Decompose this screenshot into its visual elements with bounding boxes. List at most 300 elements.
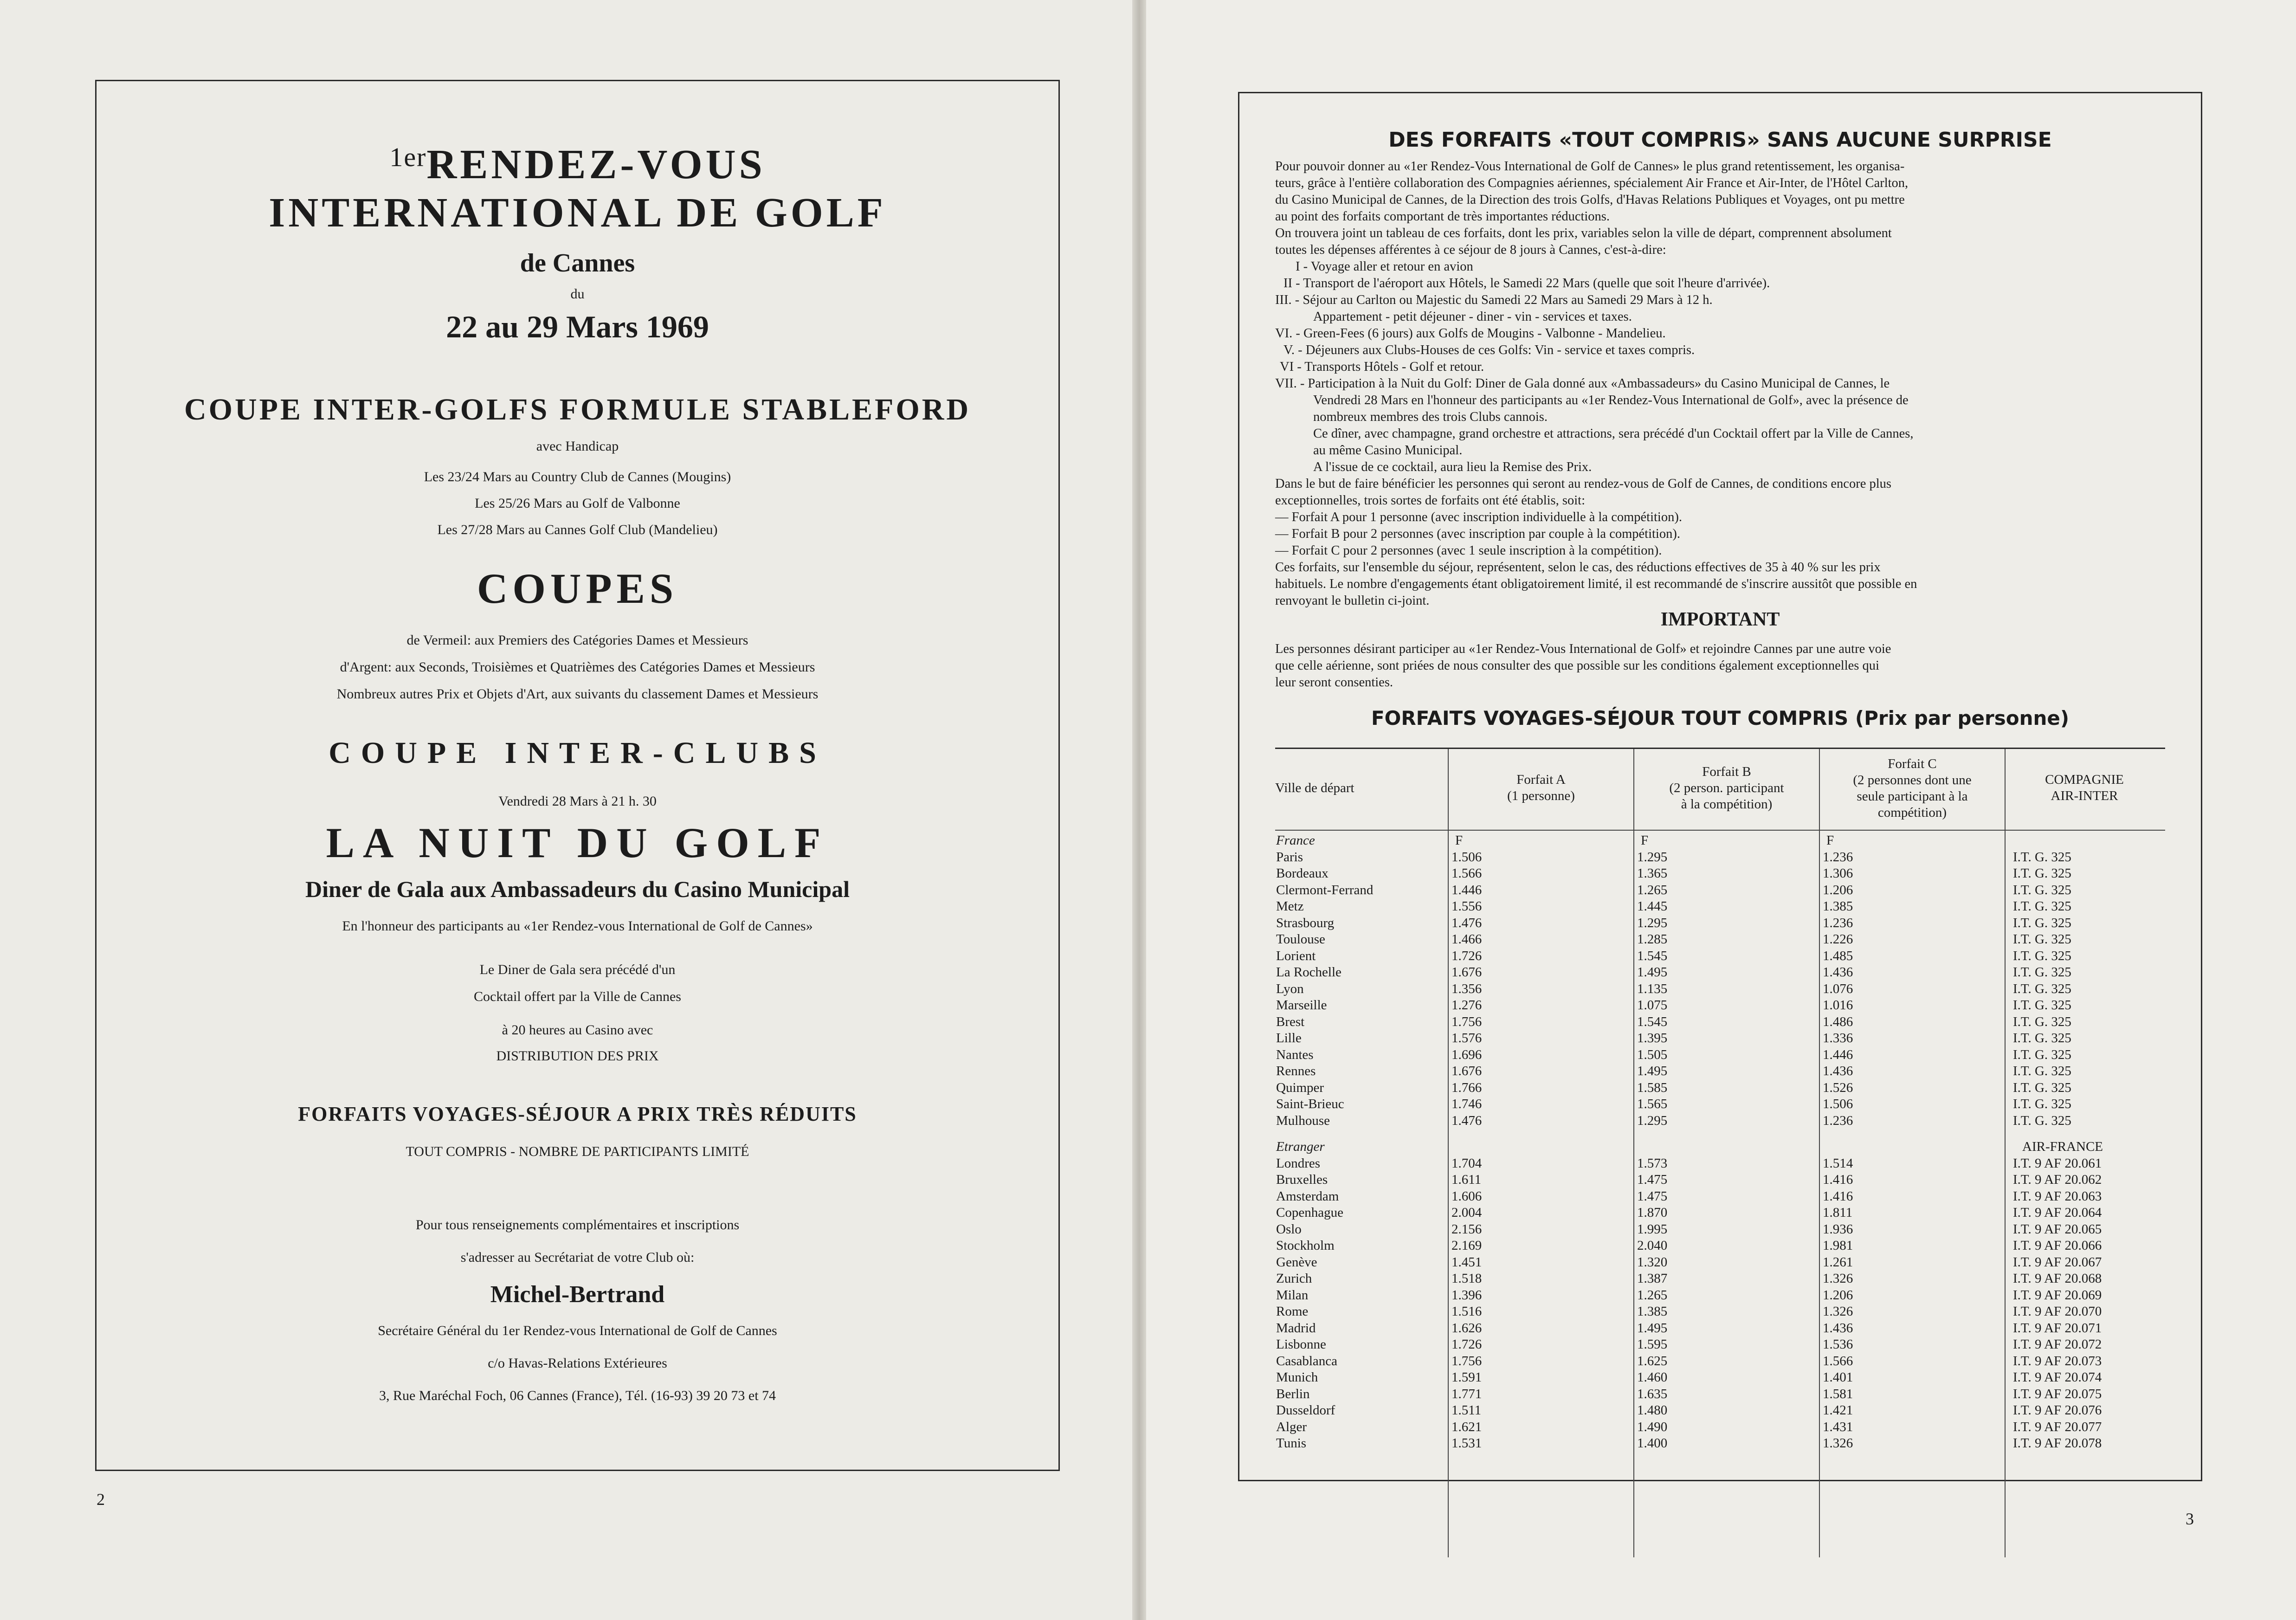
table-row (1275, 1014, 2165, 1031)
address-line: Secrétaire Général du 1er Rendez-vous International de Golf de Cannes (378, 1323, 777, 1338)
table-row-cell: I.T. 9 AF 20.066 (2013, 1238, 2102, 1253)
table-row-cell: 1.401 (1823, 1370, 1853, 1385)
handicap-note: avec Handicap (536, 439, 619, 454)
currency-label: F (1641, 833, 1649, 848)
intro-line: Pour pouvoir donner au «1er Rendez-Vous International de Golf de Cannes» le plus grand retentissement, les organisa- (1275, 159, 1905, 174)
list-item: Appartement - petit déjeuner - diner - vin - services et taxes. (1313, 310, 1632, 324)
table-row-cell: I.T. 9 AF 20.065 (2013, 1221, 2102, 1237)
venue-line: Les 27/28 Mars au Cannes Golf Club (Mandelieu) (437, 522, 718, 537)
table-row-cell: I.T. G. 325 (2013, 981, 2071, 996)
list-item: VI. - Green-Fees (6 jours) aux Golfs de Mougins - Valbonne - Mandelieu. (1275, 326, 1666, 341)
header-line: à la compétition) (1681, 797, 1773, 812)
table-row-cell: Clermont-Ferrand (1276, 882, 1374, 897)
announcement-frame (95, 80, 1060, 1471)
table-row (1275, 1080, 2165, 1097)
forfaits-frame (1238, 92, 2202, 1481)
table-row-cell: 1.704 (1451, 1155, 1482, 1171)
table-row-cell: 1.995 (1637, 1221, 1668, 1237)
header-line: Forfait B (1702, 764, 1751, 779)
table-row-cell: 1.870 (1637, 1205, 1668, 1220)
table-row-cell: 1.726 (1451, 948, 1482, 963)
table-row-cell: 1.625 (1637, 1353, 1668, 1368)
table-row-cell: Berlin (1276, 1386, 1310, 1401)
table-row-cell: I.T. G. 325 (2013, 932, 2071, 947)
paragraph-line: exceptionnelles, trois sortes de forfaits ont été établis, soit: (1275, 493, 1585, 508)
intro-line: toutes les dépenses afférentes à ce séjour de 8 jours à Cannes, c'est-à-dire: (1275, 243, 1666, 257)
table-row (1275, 1403, 2165, 1420)
gala-line: Cocktail offert par la Ville de Cannes (474, 989, 681, 1004)
table-row (1275, 1354, 2165, 1370)
table-row-cell: I.T. 9 AF 20.067 (2013, 1254, 2102, 1270)
paragraph-line: renvoyant le bulletin ci-joint. (1275, 594, 1430, 608)
coupe-stableford-heading: COUPE INTER-GOLFS FORMULE STABLEFORD (184, 393, 971, 426)
table-row-cell: 2.156 (1451, 1221, 1482, 1237)
important-heading: IMPORTANT (1660, 609, 1780, 630)
table-row (1275, 1064, 2165, 1080)
table-row-cell: 1.495 (1637, 1320, 1668, 1336)
table-row-cell: Mulhouse (1276, 1113, 1330, 1128)
table-row (1275, 1172, 2165, 1189)
table-row-cell: 1.075 (1637, 998, 1668, 1013)
table-row-cell: Lille (1276, 1031, 1302, 1046)
table-row-cell: Alger (1276, 1419, 1307, 1434)
paragraph-line: Dans le but de faire bénéficier les personnes qui seront au rendez-vous de Golf de Cannes, de conditions encore plus (1275, 477, 1891, 491)
table-row-cell: I.T. 9 AF 20.061 (2013, 1155, 2102, 1171)
table-row-cell: 1.566 (1451, 866, 1482, 881)
paragraph-line: habituels. Le nombre d'engagements étant obligatoirement limité, il est recommandé de s'inscrire aussitôt que possible en (1275, 577, 1917, 591)
table-row-cell: 1.226 (1823, 932, 1853, 947)
table-row-cell: Brest (1276, 1014, 1305, 1029)
header-line: Forfait A (1516, 772, 1566, 787)
table-row-cell: 1.518 (1451, 1271, 1482, 1286)
event-dates: 22 au 29 Mars 1969 (446, 309, 709, 344)
table-row-cell: 1.236 (1823, 1113, 1853, 1128)
table-row-cell: 1.581 (1823, 1386, 1853, 1401)
table-row (1275, 1288, 2165, 1304)
table-row-cell: 1.261 (1823, 1254, 1853, 1270)
table-row-cell: 1.565 (1637, 1097, 1668, 1111)
table-row-cell: I.T. 9 AF 20.069 (2013, 1287, 2102, 1303)
table-row-cell: 1.400 (1637, 1436, 1668, 1451)
table-row-cell: I.T. G. 325 (2013, 1014, 2071, 1029)
table-row-cell: 1.485 (1823, 948, 1853, 963)
table-row-cell: I.T. 9 AF 20.074 (2013, 1370, 2102, 1385)
table-row-cell: 1.466 (1451, 932, 1482, 947)
table-row-cell: Nantes (1276, 1047, 1314, 1062)
table-row-cell: 1.696 (1451, 1047, 1482, 1062)
table-row-cell: I.T. G. 325 (2013, 998, 2071, 1013)
table-row (1275, 1436, 2165, 1452)
table-row-cell: I.T. G. 325 (2013, 915, 2071, 930)
table-row-cell: Genève (1276, 1254, 1317, 1270)
table-row (1275, 1031, 2165, 1047)
table-row-cell: 1.536 (1823, 1337, 1853, 1352)
intro-line: du Casino Municipal de Cannes, de la Direction des trois Golfs, d'Havas Relations Publiques et Voyages, ont pu mettre (1275, 193, 1905, 207)
table-row-cell: 1.526 (1823, 1080, 1853, 1095)
prize-line: d'Argent: aux Seconds, Troisièmes et Quatrièmes des Catégories Dames et Messieurs (340, 659, 815, 675)
contact-line: s'adresser au Secrétariat de votre Club où: (460, 1250, 695, 1265)
paragraph-line: — Forfait B pour 2 personnes (avec inscription par couple à la compétition). (1275, 527, 1680, 541)
table-row-cell: 2.040 (1637, 1238, 1668, 1253)
col-header-forfait-a (1449, 772, 1633, 804)
list-item: A l'issue de ce cocktail, aura lieu la Remise des Prix. (1313, 460, 1592, 474)
honour-line: En l'honneur des participants au «1er Rendez-vous International de Golf de Cannes» (342, 918, 813, 934)
table-row (1275, 1271, 2165, 1288)
table-row-cell: I.T. G. 325 (2013, 1097, 2071, 1111)
header-line: AIR-INTER (2051, 788, 2118, 803)
title-rendezvous: RENDEZ-VOUS (426, 142, 766, 187)
paragraph-line: — Forfait A pour 1 personne (avec inscription individuelle à la compétition). (1275, 510, 1682, 524)
nuit-du-golf-heading: LA NUIT DU GOLF (326, 819, 829, 866)
table-row (1275, 1189, 2165, 1206)
table-row (1275, 1321, 2165, 1337)
table-row-cell: 1.981 (1823, 1238, 1853, 1253)
header-line: (2 personnes dont une (1853, 773, 1972, 787)
address-line: c/o Havas-Relations Extérieures (488, 1355, 667, 1371)
paragraph-line: Ces forfaits, sur l'ensemble du séjour, représentent, selon le cas, des réductions effectives de 35 à 40 % sur les prix (1275, 560, 1881, 574)
header-line: (2 person. participant (1669, 781, 1784, 795)
table-row-cell: 1.265 (1637, 1287, 1668, 1303)
table-row-cell: 1.285 (1637, 932, 1668, 947)
table-row (1275, 1238, 2165, 1255)
header-line: Forfait C (1888, 756, 1937, 771)
table-row (1275, 850, 2165, 866)
table-row-cell: 1.531 (1451, 1436, 1482, 1451)
title-line-2: INTERNATIONAL DE GOLF (269, 190, 886, 236)
table-row-cell: 1.446 (1451, 882, 1482, 897)
table-row-cell: 1.326 (1823, 1304, 1853, 1319)
table-row-cell: I.T. 9 AF 20.063 (2013, 1188, 2102, 1204)
venue-line: Les 25/26 Mars au Golf de Valbonne (475, 496, 680, 511)
table-row-cell: 1.771 (1451, 1386, 1482, 1401)
table-row (1275, 949, 2165, 965)
important-line: que celle aérienne, sont priées de nous consulter des que possible sur les conditions également exceptionnelles qui (1275, 658, 1879, 673)
title-line-1 (97, 141, 1058, 188)
table-row (1275, 981, 2165, 998)
table-row-cell: 1.395 (1637, 1031, 1668, 1046)
table-row-cell: 1.236 (1823, 849, 1853, 865)
paragraph-line: — Forfait C pour 2 personnes (avec 1 seule inscription à la compétition). (1275, 543, 1662, 558)
table-row-cell: Copenhague (1276, 1205, 1343, 1220)
table-row (1275, 1222, 2165, 1239)
list-item: VII. - Participation à la Nuit du Golf: Diner de Gala donné aux «Ambassadeurs» du Casino Municipal de Cannes, le (1275, 376, 1890, 391)
table-row-cell: Madrid (1276, 1320, 1316, 1336)
section-label: Etranger (1276, 1139, 1325, 1155)
table-row-cell: 1.545 (1637, 948, 1668, 963)
table-title: FORFAITS VOYAGES-SÉJOUR TOUT COMPRIS (Prix par personne) (1371, 707, 2070, 729)
table-row-cell: 1.306 (1823, 866, 1853, 881)
table-row-cell: I.T. G. 325 (2013, 1113, 2071, 1128)
table-row (1275, 1387, 2165, 1403)
table-row-cell: 1.475 (1637, 1188, 1668, 1204)
diner-gala-heading: Diner de Gala aux Ambassadeurs du Casino Municipal (305, 876, 850, 902)
table-row-cell: 1.611 (1451, 1172, 1482, 1188)
table-row (1275, 1370, 2165, 1387)
table-row (1275, 883, 2165, 899)
currency-label: F (1826, 833, 1834, 848)
table-row-cell: I.T. 9 AF 20.076 (2013, 1403, 2102, 1418)
table-row-cell: I.T. G. 325 (2013, 965, 2071, 980)
table-row-cell: 1.576 (1451, 1031, 1482, 1046)
intro-line: teurs, grâce à l'entière collaboration des Compagnies aériennes, spécialement Air France et Air-Inter, de l'Hôtel Carlton, (1275, 176, 1909, 190)
book-spine (1132, 0, 1146, 1620)
table-row-cell: La Rochelle (1276, 965, 1341, 980)
table-row (1275, 998, 2165, 1014)
list-item: V. - Déjeuners aux Clubs-Houses de ces Golfs: Vin - service et taxes compris. (1283, 343, 1695, 357)
table-row-cell: I.T. 9 AF 20.064 (2013, 1205, 2102, 1220)
col-header-ville: Ville de départ (1275, 781, 1354, 795)
table-row-cell: 1.436 (1823, 1320, 1853, 1336)
table-row (1275, 1097, 2165, 1113)
table-row-cell: I.T. G. 325 (2013, 948, 2071, 963)
left-page (0, 0, 1132, 1620)
table-row-cell: 1.516 (1451, 1304, 1482, 1319)
table-row-cell: 1.726 (1451, 1337, 1482, 1352)
list-item: I - Voyage aller et retour en avion (1296, 259, 1473, 274)
table-row-cell: 1.676 (1451, 1064, 1482, 1078)
price-table-body (1275, 833, 2165, 1557)
table-row-cell: 1.421 (1823, 1403, 1853, 1418)
table-row-cell: 1.385 (1637, 1304, 1668, 1319)
header-line: compétition) (1877, 805, 1947, 820)
table-row-cell: 1.621 (1451, 1419, 1482, 1434)
table-row-cell: Lisbonne (1276, 1337, 1326, 1352)
col-header-forfait-c (1820, 756, 2005, 821)
table-row-cell: 1.573 (1637, 1155, 1668, 1171)
table-row-cell: 1.476 (1451, 1113, 1482, 1128)
table-row-cell: I.T. G. 325 (2013, 1064, 2071, 1078)
prize-line: de Vermeil: aux Premiers des Catégories Dames et Messieurs (406, 633, 748, 648)
table-row-cell: Londres (1276, 1155, 1321, 1171)
table-row-cell: I.T. G. 325 (2013, 882, 2071, 897)
table-row-cell: 1.336 (1823, 1031, 1853, 1046)
table-row-cell: Marseille (1276, 998, 1327, 1013)
table-row-cell: Rennes (1276, 1064, 1316, 1078)
table-row-cell: 1.511 (1451, 1403, 1482, 1418)
table-row-cell: 1.756 (1451, 1014, 1482, 1029)
forfaits-heading: FORFAITS VOYAGES-SÉJOUR A PRIX TRÈS RÉDUITS (298, 1103, 857, 1125)
table-row (1275, 866, 2165, 883)
table-row-cell: 1.606 (1451, 1188, 1482, 1204)
table-row-cell: 1.766 (1451, 1080, 1482, 1095)
table-row-cell: 1.545 (1637, 1014, 1668, 1029)
important-paragraph (1275, 641, 2165, 691)
list-item: Vendredi 28 Mars en l'honneur des participants au «1er Rendez-Vous International de Golf», avec la présence de (1313, 393, 1909, 407)
table-row-cell: 1.506 (1823, 1097, 1853, 1111)
address-line: 3, Rue Maréchal Foch, 06 Cannes (France), Tél. (16-93) 39 20 73 et 74 (379, 1388, 776, 1403)
forfaits-subheading: TOUT COMPRIS - NOMBRE DE PARTICIPANTS LIMITÉ (406, 1144, 749, 1159)
table-row-cell: 1.566 (1823, 1353, 1853, 1368)
table-row-cell: 1.480 (1637, 1403, 1668, 1418)
table-row-cell: 1.236 (1823, 915, 1853, 930)
table-row-cell: Stockholm (1276, 1238, 1335, 1253)
table-row-cell: I.T. G. 325 (2013, 1047, 2071, 1062)
table-row-cell: 1.490 (1637, 1419, 1668, 1434)
table-row-cell: 1.385 (1823, 899, 1853, 914)
table-row-cell: 1.295 (1637, 915, 1668, 930)
inclusions-list (1275, 258, 2165, 476)
header-line: (1 personne) (1507, 788, 1575, 803)
table-row-cell: Munich (1276, 1370, 1318, 1385)
interclubs-date: Vendredi 28 Mars à 21 h. 30 (498, 794, 657, 809)
table-row-cell: I.T. 9 AF 20.068 (2013, 1271, 2102, 1286)
table-row (1275, 1047, 2165, 1064)
table-row-cell: 1.436 (1823, 965, 1853, 980)
table-row-cell: 1.076 (1823, 981, 1853, 996)
coupe-interclubs-heading: COUPE INTER-CLUBS (329, 736, 826, 770)
currency-label: F (1455, 833, 1463, 848)
table-row-cell: I.T. 9 AF 20.071 (2013, 1320, 2102, 1336)
table-row-cell: 1.495 (1637, 965, 1668, 980)
section-row-etranger (1275, 1139, 2165, 1156)
table-row-cell: Quimper (1276, 1080, 1324, 1095)
table-row-cell: I.T. G. 325 (2013, 899, 2071, 914)
important-line: leur seront consenties. (1275, 675, 1393, 690)
section-label: France (1276, 833, 1315, 848)
table-row-cell: 1.295 (1637, 849, 1668, 865)
table-row-cell: 1.206 (1823, 882, 1853, 897)
table-row (1275, 1255, 2165, 1271)
table-row-cell: 1.396 (1451, 1287, 1482, 1303)
intro-line: au point des forfaits comportant de très importantes réductions. (1275, 209, 1610, 224)
table-row-cell: Toulouse (1276, 932, 1325, 947)
table-row-cell: 1.486 (1823, 1014, 1853, 1029)
price-table-top-rule (1275, 748, 2165, 749)
table-row-cell: 1.495 (1637, 1064, 1668, 1078)
table-row-cell: 1.585 (1637, 1080, 1668, 1095)
table-row-cell: I.T. 9 AF 20.062 (2013, 1172, 2102, 1188)
table-row-cell: 1.506 (1451, 849, 1482, 865)
table-row-cell: Rome (1276, 1304, 1309, 1319)
table-row (1275, 899, 2165, 916)
table-row-cell: 1.265 (1637, 882, 1668, 897)
table-row-cell: 1.326 (1823, 1436, 1853, 1451)
table-row-cell: Lyon (1276, 981, 1304, 996)
table-row (1275, 1304, 2165, 1321)
col-header-compagnie (2006, 772, 2163, 804)
table-row-cell: 1.451 (1451, 1254, 1482, 1270)
list-item: VI - Transports Hôtels - Golf et retour. (1280, 360, 1484, 374)
airline-label: AIR-FRANCE (2022, 1139, 2103, 1155)
table-row-cell: 1.676 (1451, 965, 1482, 980)
page-number: 3 (2186, 1510, 2194, 1528)
gala-line: DISTRIBUTION DES PRIX (496, 1048, 659, 1064)
forfaits-main-heading: DES FORFAITS «TOUT COMPRIS» SANS AUCUNE SURPRISE (1388, 128, 2052, 152)
venue-line: Les 23/24 Mars au Country Club de Cannes (Mougins) (424, 469, 731, 484)
prize-line: Nombreux autres Prix et Objets d'Art, aux suivants du classement Dames et Messieurs (336, 686, 819, 702)
table-row-cell: 1.475 (1637, 1172, 1668, 1188)
table-row-cell: Bruxelles (1276, 1172, 1328, 1188)
header-line: seule participant à la (1857, 789, 1968, 804)
table-row-cell: 2.169 (1451, 1238, 1482, 1253)
title-ordinal: 1er (389, 142, 427, 172)
table-row-cell: 1.626 (1451, 1320, 1482, 1336)
table-row (1275, 1113, 2165, 1130)
table-row-cell: 1.387 (1637, 1271, 1668, 1286)
table-row (1275, 1156, 2165, 1173)
gala-line: à 20 heures au Casino avec (502, 1022, 653, 1038)
important-line: Les personnes désirant participer au «1er Rendez-Vous International de Golf» et rejoindre Cannes par une autre voie (1275, 642, 1891, 656)
section-row-france (1275, 833, 2165, 850)
table-row-cell: Tunis (1276, 1436, 1307, 1451)
table-row-cell: 1.416 (1823, 1172, 1853, 1188)
table-row-cell: 1.556 (1451, 899, 1482, 914)
table-row-cell: I.T. 9 AF 20.077 (2013, 1419, 2102, 1434)
table-row-cell: 1.436 (1823, 1064, 1853, 1078)
intro-paragraph (1275, 158, 2165, 258)
table-row-cell: 1.756 (1451, 1353, 1482, 1368)
table-row-cell: 1.276 (1451, 998, 1482, 1013)
header-line: COMPAGNIE (2045, 772, 2124, 787)
table-row-cell: Dusseldorf (1276, 1403, 1335, 1418)
table-row (1275, 932, 2165, 949)
table-row-cell: 1.431 (1823, 1419, 1853, 1434)
table-row-cell: I.T. G. 325 (2013, 1031, 2071, 1046)
table-row-cell: Paris (1276, 849, 1303, 865)
table-row-cell: I.T. G. 325 (2013, 866, 2071, 881)
table-row-cell: 1.505 (1637, 1047, 1668, 1062)
table-row-cell: 1.746 (1451, 1097, 1482, 1111)
coupes-heading: COUPES (477, 565, 678, 612)
table-row-cell: Metz (1276, 899, 1304, 914)
table-row-cell: Casablanca (1276, 1353, 1338, 1368)
table-row (1275, 1205, 2165, 1222)
table-row-cell: 1.635 (1637, 1386, 1668, 1401)
table-row-cell: 1.356 (1451, 981, 1482, 996)
list-item: Ce dîner, avec champagne, grand orchestre et attractions, sera précédé d'un Cocktail offert par la Ville de Cannes, (1313, 426, 1914, 441)
subtitle-du: du (570, 286, 585, 302)
list-item: III. - Séjour au Carlton ou Majestic du Samedi 22 Mars au Samedi 29 Mars à 12 h. (1275, 293, 1713, 307)
table-row-cell: Milan (1276, 1287, 1309, 1303)
table-row-cell: Strasbourg (1276, 915, 1335, 930)
list-item: nombreux membres des trois Clubs cannois. (1313, 410, 1548, 424)
table-row-cell: 1.591 (1451, 1370, 1482, 1385)
table-row (1275, 916, 2165, 932)
list-item: II - Transport de l'aéroport aux Hôtels, le Samedi 22 Mars (quelle que soit l'heure d'arrivée). (1283, 276, 1770, 290)
table-row-cell: 1.326 (1823, 1271, 1853, 1286)
table-row-cell: 1.320 (1637, 1254, 1668, 1270)
table-row (1275, 1420, 2165, 1436)
table-row-cell: 1.416 (1823, 1188, 1853, 1204)
table-row-cell: 1.135 (1637, 981, 1668, 996)
header-rule (1275, 830, 2165, 831)
col-header-forfait-b (1634, 764, 1819, 813)
table-row-cell: 1.595 (1637, 1337, 1668, 1352)
table-row-cell: 1.446 (1823, 1047, 1853, 1062)
table-row-cell: 1.936 (1823, 1221, 1853, 1237)
table-row-cell: I.T. 9 AF 20.075 (2013, 1386, 2102, 1401)
table-row-cell: 1.016 (1823, 998, 1853, 1013)
table-row-cell: 1.476 (1451, 915, 1482, 930)
table-row (1275, 965, 2165, 981)
table-row-cell: Zurich (1276, 1271, 1312, 1286)
table-row-cell: I.T. G. 325 (2013, 849, 2071, 865)
table-row-cell: 1.460 (1637, 1370, 1668, 1385)
table-row-cell: I.T. 9 AF 20.070 (2013, 1304, 2102, 1319)
subtitle-cannes: de Cannes (520, 249, 635, 278)
table-row-cell: 1.445 (1637, 899, 1668, 914)
table-row (1275, 1337, 2165, 1354)
table-row-cell: 1.295 (1637, 1113, 1668, 1128)
table-row-cell: Oslo (1276, 1221, 1302, 1237)
table-row-cell: 1.206 (1823, 1287, 1853, 1303)
table-row-cell: Amsterdam (1276, 1188, 1339, 1204)
table-row-cell: I.T. 9 AF 20.073 (2013, 1353, 2102, 1368)
table-row-cell: 1.811 (1823, 1205, 1853, 1220)
intro-line: On trouvera joint un tableau de ces forfaits, dont les prix, variables selon la ville de départ, comprennent absolument (1275, 226, 1892, 240)
forfait-types-paragraph (1275, 476, 2165, 609)
contact-name: Michel-Bertrand (490, 1281, 665, 1308)
